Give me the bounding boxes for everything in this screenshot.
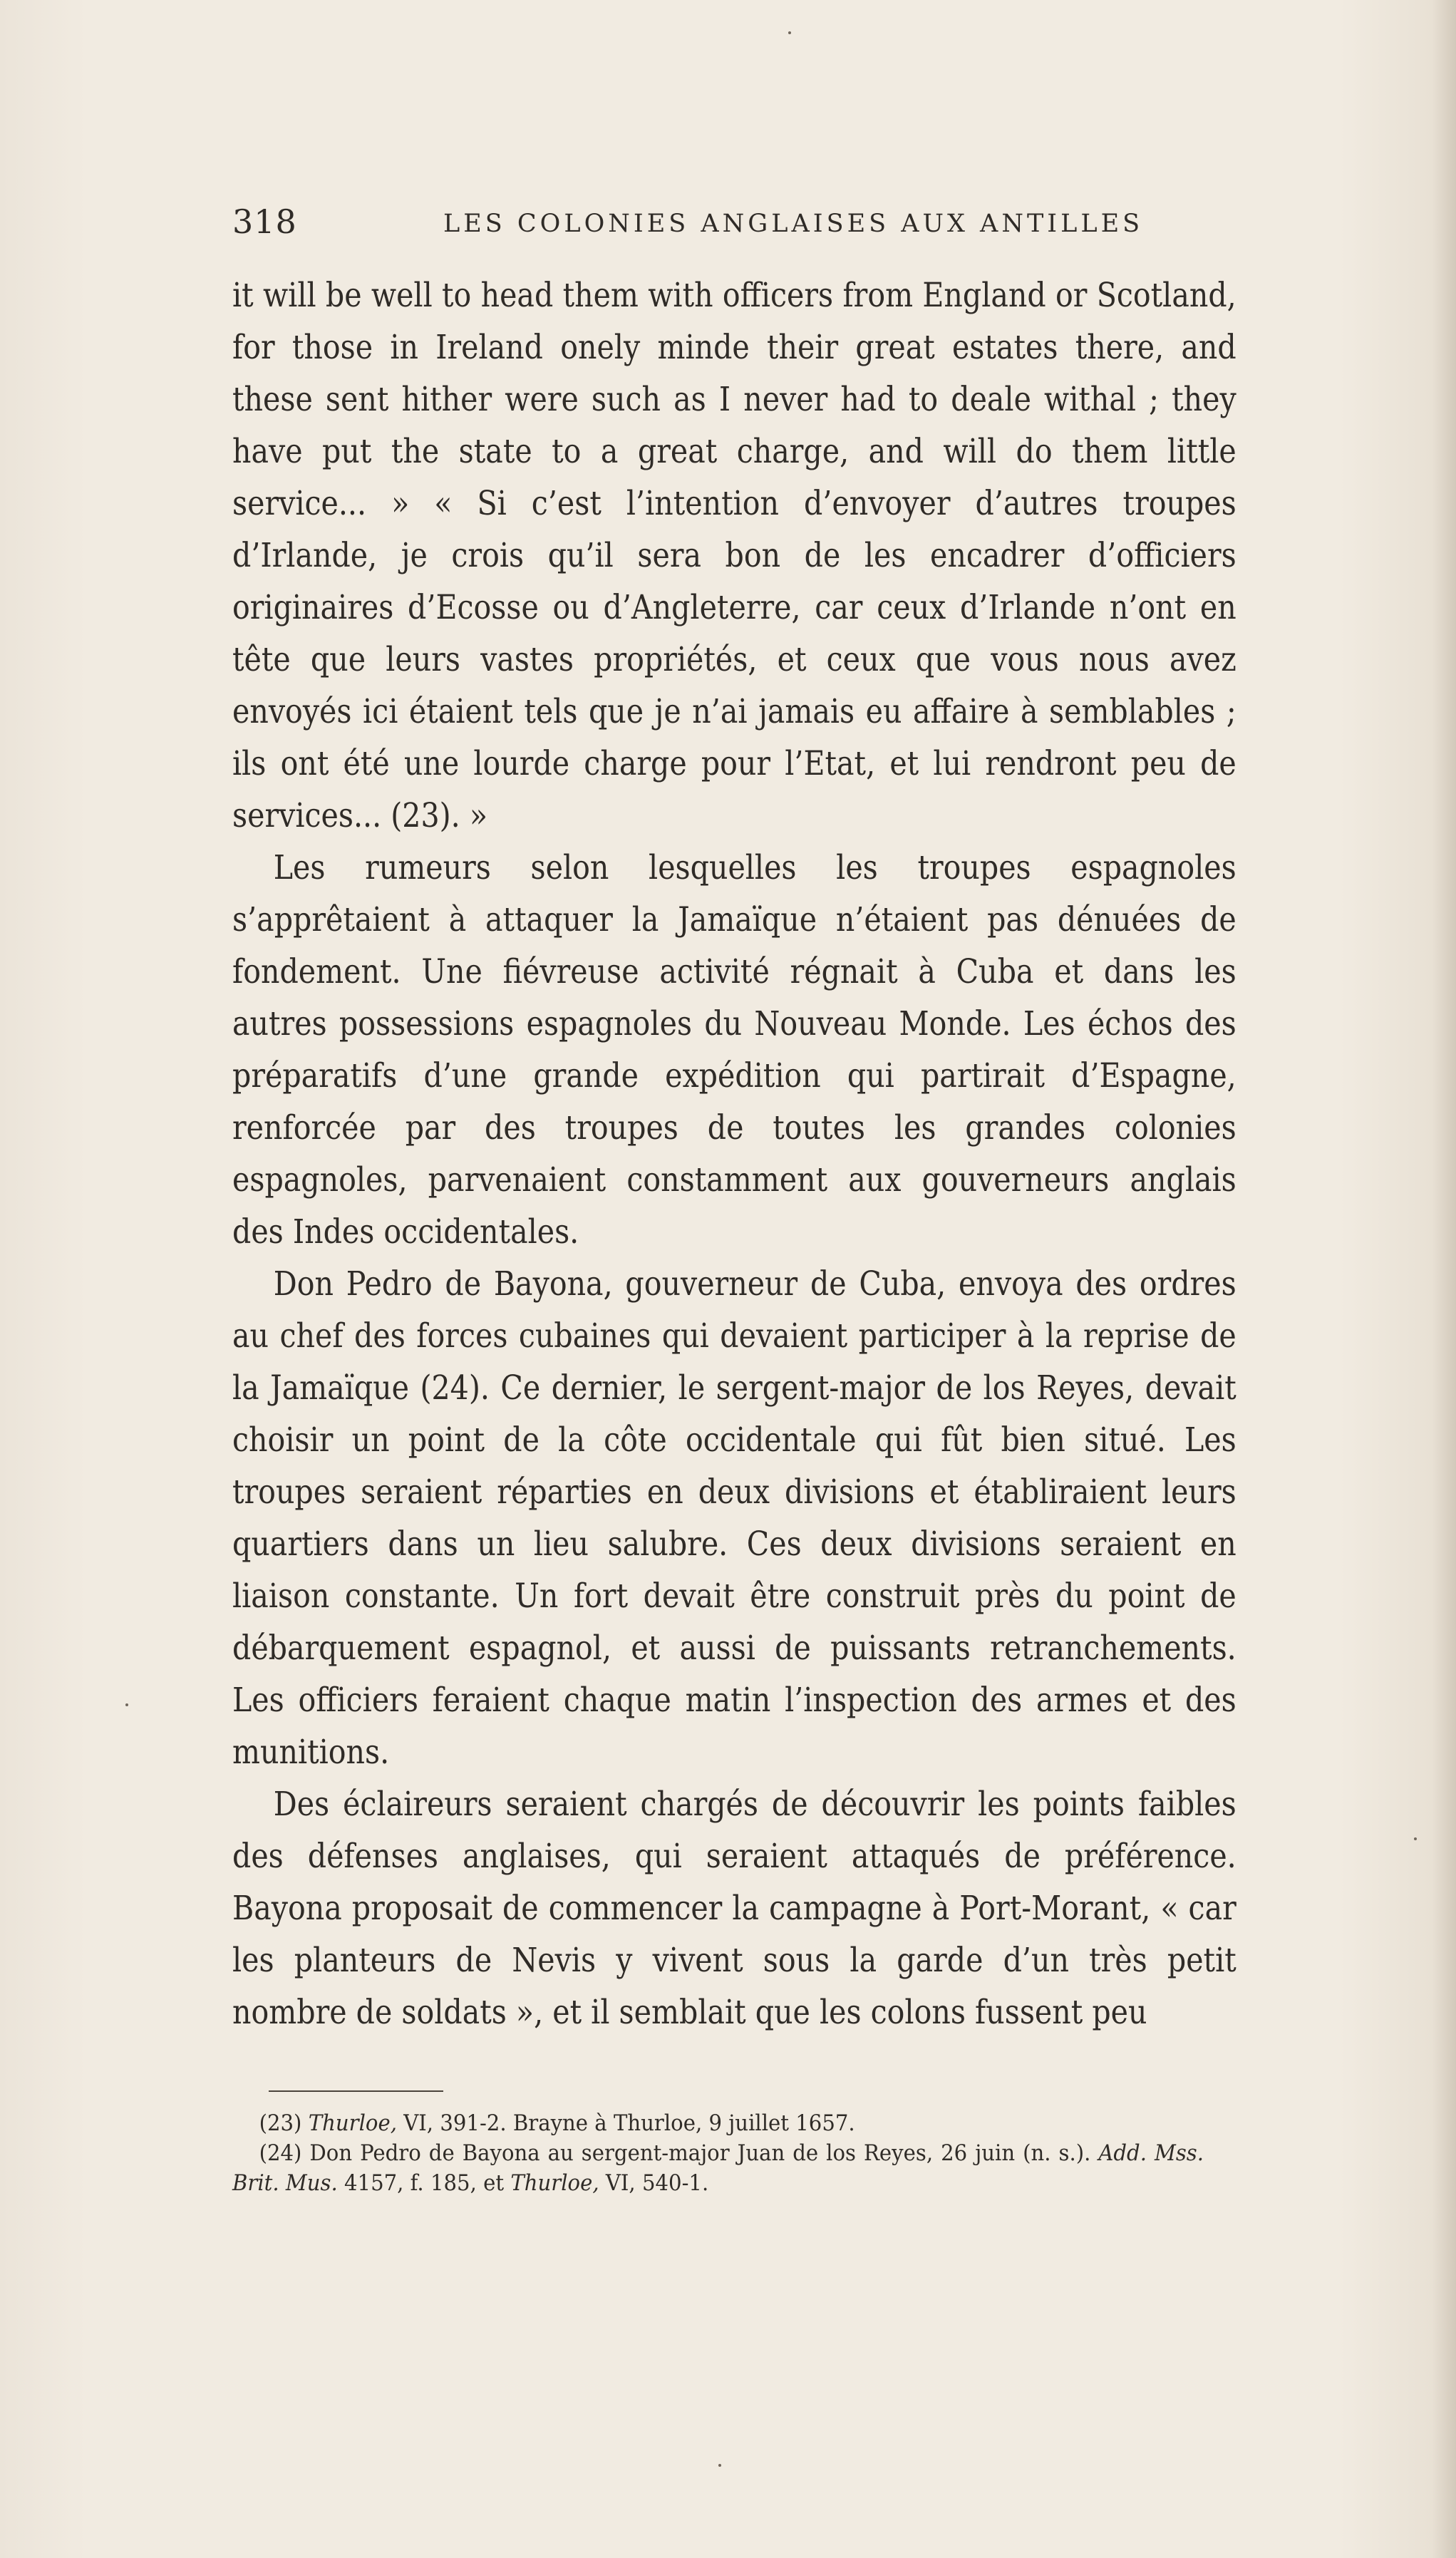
page-header (232, 202, 1203, 245)
footnote-source: Add. Mss. Brit. Mus. (232, 2140, 1204, 2196)
footnote-text: Don Pedro de Bayona au sergent-major Juan de los Reyes, 26 juin (n. s.). (301, 2140, 1099, 2166)
running-title: LES COLONIES ANGLAISES AUX ANTILLES (443, 210, 1144, 238)
paper-speck (1414, 1837, 1417, 1840)
footnote-24 (232, 2138, 1204, 2198)
footnote-23 (232, 2108, 1204, 2138)
paper-speck (125, 1703, 128, 1706)
footnote-separator (269, 2090, 443, 2092)
page-number: 318 (232, 202, 297, 241)
footnote-text: 4157, f. 185, et (337, 2170, 511, 2196)
paper-speck (788, 31, 791, 34)
footnote-text: VI, 540-1. (599, 2170, 709, 2196)
footnotes (232, 2108, 1204, 2198)
paragraph-rumeurs: Les rumeurs selon lesquelles les troupes espagnoles s’apprêtaient à attaquer la Jamaïque n’étaient pas dénuées de fondement. Une fiévreuse activité régnait à Cuba et dans les autres possessions espagnoles du Nouveau Monde. Les échos des préparatifs d’une grande expédition qui partirait d’Espagne, renforcée par des troupes de toutes les grandes colonies espagnoles, parvenaient constamment aux gouverneurs anglais des Indes occidentales. (232, 848, 1236, 1252)
footnote-text: VI, 391-2. Brayne à Thurloe, 9 juillet 1657. (396, 2110, 855, 2136)
footnote-source: Thurloe, (308, 2110, 397, 2136)
paragraph-eclaireurs: Des éclaireurs seraient chargés de découvrir les points faibles des défenses anglaises, qui seraient attaqués de préférence. Bayona proposait de commencer la campagne à Port-Morant, « car les planteurs de Nevis y vivent sous la garde d’un très petit nombre de soldats », et il semblait que les colons fussent peu (232, 1785, 1236, 2032)
paragraph-quote-continuation: it will be well to head them with officers from England or Scotland, for those in Ireland onely minde their great estates there, and these sent hither were such as I never had to deale withal ; they have put the state to a great charge, and will do them little service... » « Si c’est l’intention d’envoyer d’autres troupes d’Irlande, je crois qu’il sera bon de les encadrer d’officiers originaires d’Ecosse ou d’Angleterre, car ceux d’Irlande n’ont en tête que leurs vastes propriétés, et ceux que vous nous avez envoyés ici étaient tels que je n’ai jamais eu affaire à semblables ; ils ont été une lourde charge pour l’Etat, et lui rendront peu de services... (23). » (232, 276, 1236, 835)
footnote-source: Thurloe, (510, 2170, 599, 2196)
page-edge-shadow (1432, 0, 1456, 2558)
body-text (232, 269, 1236, 2038)
paper-speck (718, 2464, 721, 2467)
paragraph-bayona-orders: Don Pedro de Bayona, gouverneur de Cuba, envoya des ordres au chef des forces cubaines qui devaient participer à la reprise de la Jamaïque (24). Ce dernier, le sergent-major de los Reyes, devait choisir un point de la côte occidentale qui fût bien situé. Les troupes seraient réparties en deux divisions et établiraient leurs quartiers dans un lieu salubre. Ces deux divisions seraient en liaison constante. Un fort devait être construit près du point de débarquement espagnol, et aussi de puissants retranchements. Les officiers feraient chaque matin l’inspection des armes et des munitions. (232, 1264, 1236, 1772)
footnote-marker: (24) (259, 2140, 302, 2166)
footnote-marker: (23) (259, 2110, 302, 2136)
